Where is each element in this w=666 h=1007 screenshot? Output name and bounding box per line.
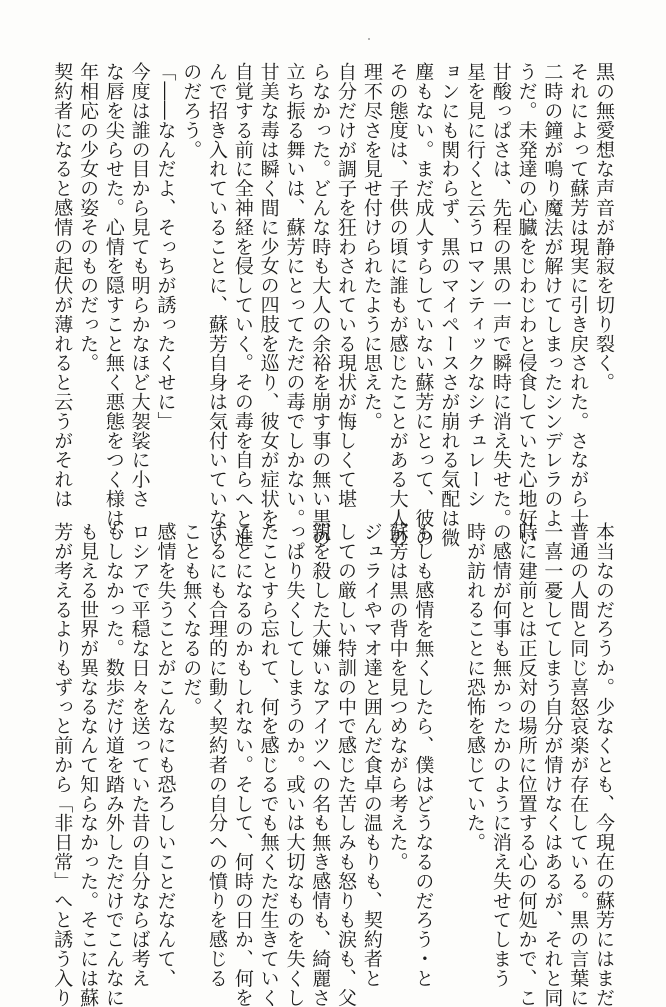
text-line: 理不尽さを見せ付けられたように思えた。 — [360, 62, 383, 431]
text-line: 時が訪れることに恐怖を感じていた。 — [464, 522, 487, 852]
scan-dot — [368, 38, 370, 40]
text-line: 自分だけが調子を狂わされている現状が悔しくて堪 — [335, 62, 358, 509]
text-line: らなかった。どんな時も大人の余裕を崩す事の無い黒の — [309, 62, 332, 547]
text-line: 今度は誰の目から見ても明らかなほど大袈裟に小さ — [128, 62, 151, 509]
text-line: 甘美な毒は瞬く間に少女の四肢を巡り、彼女が症状を — [257, 62, 280, 528]
text-line: 年相応の少女の姿そのものだった。 — [77, 62, 100, 373]
text-line: 二時の鐘が鳴り魔法が解けてしまったシンデレラのよ — [541, 62, 564, 528]
text-line: 蘇芳は黒の背中を見つめながら考えた。 — [386, 522, 409, 872]
text-line: もしなかった。数歩だけ道を踏み外しただけでこんなに — [102, 522, 125, 1007]
text-line: するにも合理的に動く契約者の自分への憤りを感じる — [206, 522, 229, 988]
text-line: も見える世界が異なるなんて知らなかった。そこには蘇 — [77, 522, 100, 1007]
text-line: 黒の無愛想な声音が静寂を切り裂く。 — [593, 62, 615, 392]
text-line: のだろう。 — [180, 62, 203, 159]
text-line: 一喜一憂してしまう自分が情けなくはあるが、それと同 — [541, 522, 564, 1007]
text-line: っぱり失くしてしまうのか。或いは大切なものを失くし — [283, 522, 306, 1007]
text-line: 「――なんだよ、そっちが誘ったくせに」 — [154, 62, 177, 431]
text-line: んで招き入れていることに、蘇芳自身は気付いていない — [206, 62, 229, 547]
text-line: ことも無くなるのだ。 — [180, 522, 203, 716]
text-line: 時に建前とは正反対の場所に位置する心の何処かで、こ — [515, 522, 538, 1007]
text-line: それによって蘇芳は現実に引き戻された。さながら十 — [567, 62, 590, 528]
text-line: 星を見に行くと云うロマンティックなシチュレーシ — [464, 62, 487, 509]
upper-text-block — [51, 62, 616, 547]
text-line: な唇を尖らせた。心情を隠すこと無く悪態をつく様は、 — [102, 62, 125, 547]
text-line: たことすら忘れて、何を感じるでも無くただ生きていく — [257, 522, 280, 1007]
text-line: 自覚する前に全神経を侵していく。その毒を自らへと進 — [231, 62, 254, 547]
text-line: 立ち振る舞いは、蘇芳にとってただの毒でしかない。 — [283, 62, 306, 528]
text-line: 親を殺した大嫌いなアイツへの名も無き感情も、綺麗さ — [309, 522, 332, 1007]
text-line: ロシアで平穏な日々を送っていた昔の自分ならば考え — [128, 522, 151, 988]
text-line: 普通の人間と同じ喜怒哀楽が存在している。黒の言葉に — [567, 522, 590, 1007]
text-line: 塵もない。まだ成人すらしていない蘇芳にとって、彼の — [412, 62, 435, 547]
text-line: ジュライやマオ達と囲んだ食卓の温もりも、契約者と — [360, 522, 383, 988]
text-line: 甘酸っぱさは、先程の黒の一声で瞬時に消え失せた。 — [489, 62, 512, 528]
text-line: その態度は、子供の頃に誰もが感じたことがある大人の — [386, 62, 409, 547]
text-line: 契約者になると感情の起伏が薄れると云うがそれは — [51, 62, 74, 509]
text-line: 本当なのだろうか。少なくとも、今現在の蘇芳にはまだ — [593, 522, 615, 1007]
blank-line — [435, 522, 461, 946]
text-line: ことになるのかもしれない。そして、何時の日か、何を — [231, 522, 254, 1007]
text-line: 感情を失うことがこんなにも恐ろしいことだなんて、 — [154, 522, 177, 988]
text-line: しての厳しい特訓の中で感じた苦しみも怒りも涙も、父 — [335, 522, 358, 1007]
text-line: ョンにも関わらず、黒のマイペースさが崩れる気配は微 — [438, 62, 461, 547]
lower-text-block — [51, 522, 616, 1007]
text-line: 芳が考えるよりもずっと前から「非日常」へと誘う入り — [51, 522, 74, 1007]
text-line: の感情が何事も無かったかのように消え失せてしまう — [489, 522, 512, 988]
text-line: うだ。未発達の心臓をじわじわと侵食していた心地好い — [515, 62, 538, 547]
text-line: もしも感情を無くしたら、僕はどうなるのだろう・と — [412, 522, 435, 988]
